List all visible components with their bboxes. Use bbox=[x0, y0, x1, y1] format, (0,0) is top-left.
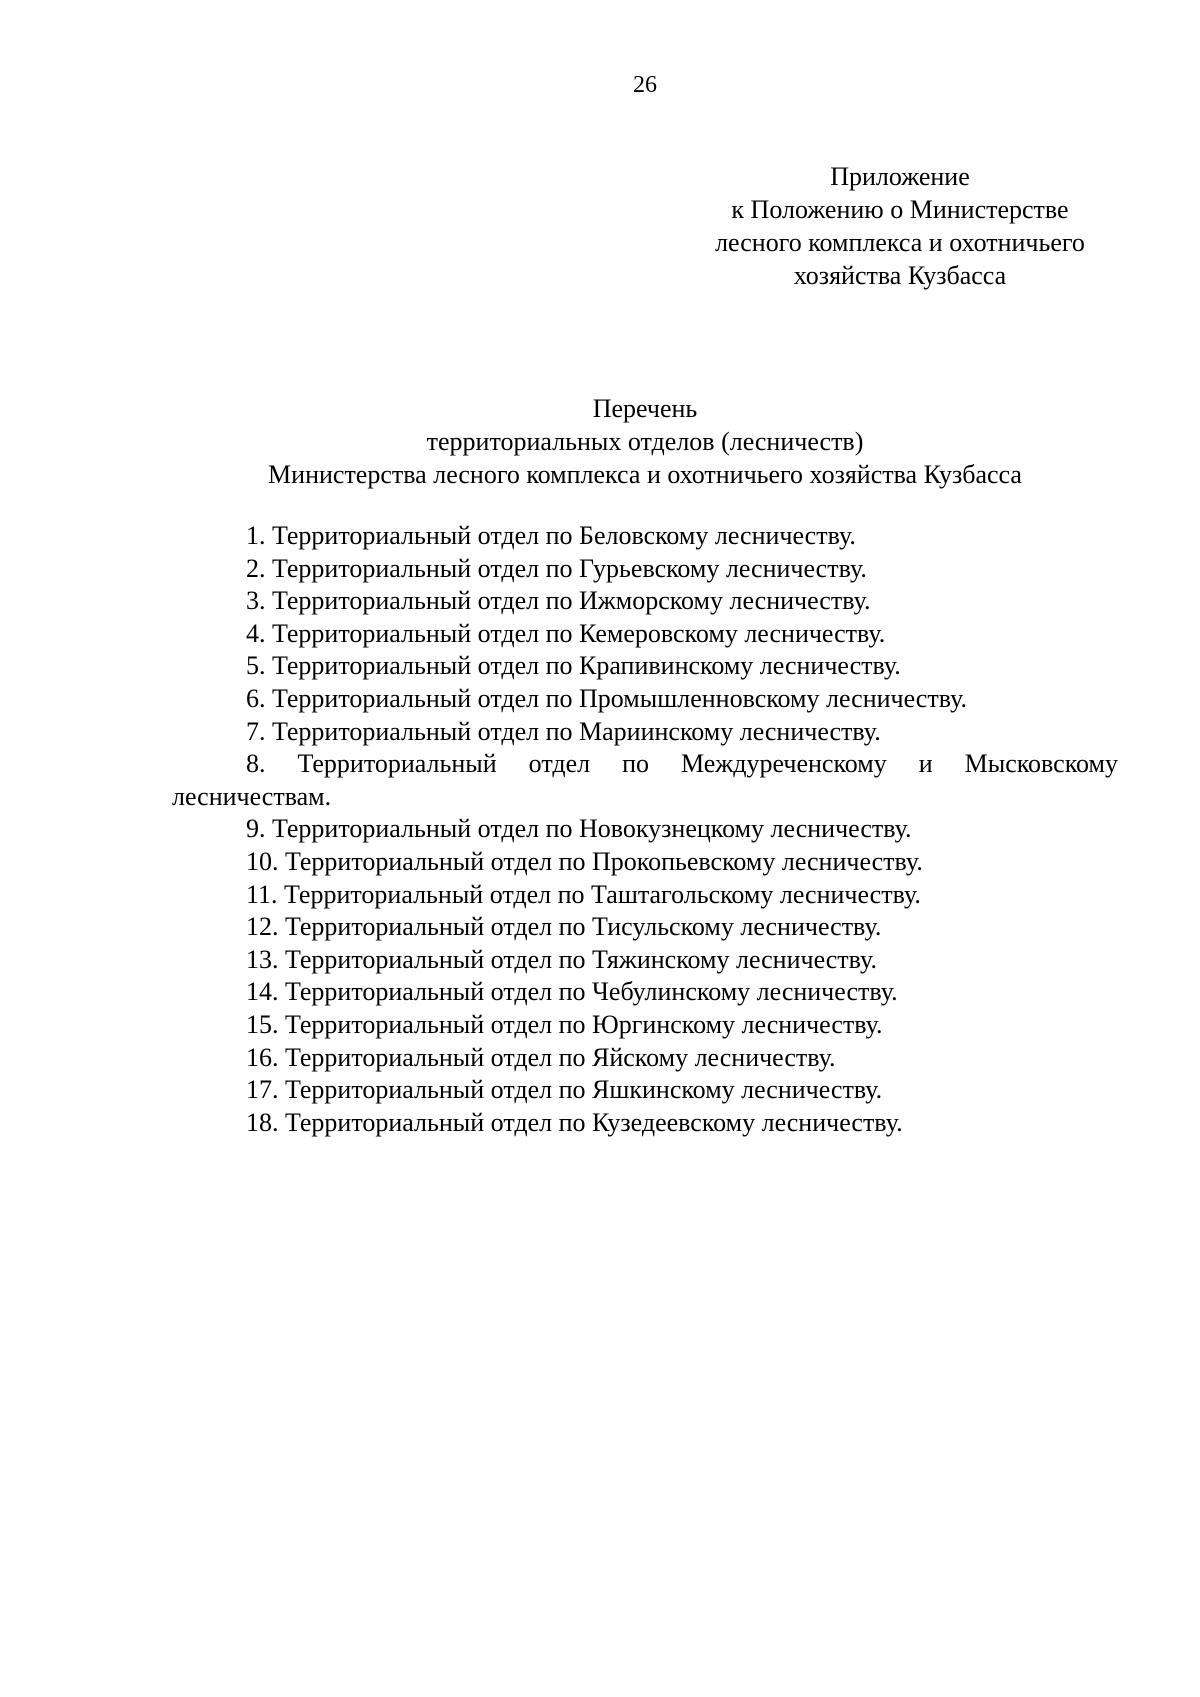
appendix-line: Приложение bbox=[830, 162, 970, 191]
list-item: 8. Территориальный отдел по Междуреченскому и Мысковскому лесничествам. bbox=[172, 749, 1118, 811]
title-line-2: территориальных отделов (лесничеств) bbox=[426, 427, 864, 456]
list-item: 10. Территориальный отдел по Прокопьевскому лесничеству. bbox=[246, 846, 923, 876]
departments-list bbox=[172, 520, 1118, 1139]
appendix-header bbox=[680, 160, 1120, 292]
appendix-line: к Положению о Министерстве bbox=[731, 195, 1069, 224]
list-item: 17. Территориальный отдел по Яшкинскому лесничеству. bbox=[246, 1075, 883, 1105]
document-title bbox=[172, 392, 1118, 491]
title-line-1: Перечень bbox=[592, 394, 698, 423]
appendix-line: хозяйства Кузбасса bbox=[793, 261, 1007, 290]
list-item: 1. Территориальный отдел по Беловскому лесничеству. bbox=[246, 521, 856, 550]
title-line-3: Министерства лесного комплекса и охотничьего хозяйства Кузбасса bbox=[268, 460, 1022, 489]
list-item: 7. Территориальный отдел по Мариинскому лесничеству. bbox=[246, 716, 881, 746]
list-item: 14. Территориальный отдел по Чебулинскому лесничеству. bbox=[246, 977, 898, 1007]
list-item: 3. Территориальный отдел по Ижморскому лесничеству. bbox=[246, 586, 871, 616]
list-item: 2. Территориальный отдел по Гурьевскому лесничеству. bbox=[246, 553, 867, 583]
list-item: 11. Территориальный отдел по Таштагольскому лесничеству. bbox=[246, 879, 921, 909]
list-item: 4. Территориальный отдел по Кемеровскому лесничеству. bbox=[246, 618, 886, 648]
list-item: 13. Территориальный отдел по Тяжинскому лесничеству. bbox=[246, 944, 877, 974]
page-number: 26 bbox=[633, 72, 657, 98]
list-item: 15. Территориальный отдел по Юргинскому лесничеству. bbox=[246, 1009, 883, 1039]
list-item: 12. Территориальный отдел по Тисульскому лесничеству. bbox=[246, 912, 882, 942]
list-item: 6. Территориальный отдел по Промышленновскому лесничеству. bbox=[246, 683, 967, 713]
list-item: 16. Территориальный отдел по Яйскому лесничеству. bbox=[246, 1042, 836, 1072]
list-item: 9. Территориальный отдел по Новокузнецкому лесничеству. bbox=[246, 814, 912, 844]
list-item: 18. Территориальный отдел по Кузедеевскому лесничеству. bbox=[246, 1107, 903, 1137]
list-item: 5. Территориальный отдел по Крапивинскому лесничеству. bbox=[246, 651, 901, 681]
appendix-line: лесного комплекса и охотничьего bbox=[715, 228, 1085, 257]
